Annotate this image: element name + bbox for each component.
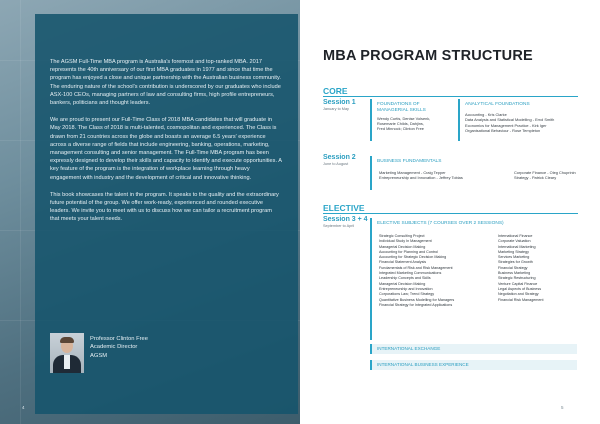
box-line: Organisational Behaviour - Rose Templeton xyxy=(465,128,541,134)
fundamentals-left xyxy=(379,170,463,181)
page-number: 4 xyxy=(22,405,25,410)
list-item: Individual Study In Management xyxy=(379,239,432,244)
fundamentals-box xyxy=(370,156,578,190)
list-item: Accounting for Planning and Control xyxy=(379,249,439,254)
elective-subjects-box xyxy=(370,218,578,340)
author-block xyxy=(50,333,280,383)
box-line: Entrepreneurship and Innovation - Jeffrey Tobias xyxy=(379,175,463,181)
box-line: Marketing Management - Craig Tepper xyxy=(379,170,446,175)
box-line: Strategy - Patrick Cleary xyxy=(514,175,557,181)
list-item: Business Marketing xyxy=(498,271,531,276)
box-title: ELECTIVE SUBJECTS (7 COURSES OVER 2 SESSIONS) xyxy=(377,221,504,226)
session-dates: September to April xyxy=(323,224,355,228)
elective-list-right xyxy=(498,234,544,303)
list-item: Leadership Concepts and Skills xyxy=(379,276,431,281)
session-name: Session 1 xyxy=(323,99,356,106)
list-item: Strategic Consulting Project xyxy=(379,234,425,238)
author-name: Professor Clinton Free xyxy=(90,336,148,342)
session-name: Session 3 + 4 xyxy=(323,216,368,223)
list-item: Integrated Marketing Communications xyxy=(379,271,442,276)
list-item: Negotiation and Strategy xyxy=(498,292,539,297)
session-1-label xyxy=(323,99,356,111)
list-item: Managerial Decision Making xyxy=(379,244,426,249)
list-item: Accounting for Strategic Decision Making xyxy=(379,255,447,260)
box-line: Fred Minnock; Clinton Free xyxy=(377,126,424,132)
list-item: Strategies for Growth xyxy=(498,260,533,265)
list-item: Corporate Valuation xyxy=(498,239,531,244)
section-title-elective: ELECTIVE xyxy=(323,203,365,213)
list-item: Fundamentals of Risk and Risk Management xyxy=(379,265,453,270)
foundations-box xyxy=(370,99,456,141)
analytical-box xyxy=(458,99,578,141)
list-item: Marketing Strategy xyxy=(498,249,529,254)
list-item: Financial Statement Analysis xyxy=(379,260,427,265)
box-line: Rosemarie Childs, Dahjins, xyxy=(377,121,424,126)
section-divider xyxy=(323,213,578,214)
session-3-4-label xyxy=(323,216,368,228)
intro-paragraph: This book showcases the talent in the program. It speaks to the quality and the extraordinary future potential of the group. We offer work-ready, experienced and rounded executive leaders. We invite you to meet with us to discuss how we can tailor a recruitment program that meets your talent needs. xyxy=(50,191,279,223)
box-line: Data Analysis and Statistical Modelling - Errol Smith xyxy=(465,117,555,123)
list-item: Services Marketing xyxy=(498,255,530,260)
list-item: International Finance xyxy=(498,234,533,238)
list-item: Quantitative Business Modelling for Managers xyxy=(379,297,455,302)
author-details xyxy=(90,335,148,360)
page-title: MBA PROGRAM STRUCTURE xyxy=(323,48,533,64)
box-title: FOUNDATIONS OF MANAGERIAL SKILLS xyxy=(377,102,426,113)
list-item: Financial Strategy xyxy=(498,265,528,270)
elective-list-left xyxy=(379,234,454,308)
list-item: Entrepreneurship and Innovation xyxy=(379,286,433,291)
box-line: Economics for Management Practice - Kirk Iger xyxy=(465,122,547,128)
list-item: Strategic Restructuring xyxy=(498,276,536,281)
bg-line xyxy=(20,0,21,424)
session-name: Session 2 xyxy=(323,154,356,161)
session-dates: January to May xyxy=(323,107,349,111)
list-item: Managerial Decision Making xyxy=(379,281,426,286)
author-org: AGSM xyxy=(90,352,108,359)
session-dates: June to August xyxy=(323,162,349,166)
list-item: Corporations Law; Trend Strategy xyxy=(379,292,435,297)
list-item: Financial Strategy for Integrated Applications xyxy=(379,302,453,307)
list-item: Venture Capital Finance xyxy=(498,281,538,286)
intro-paragraph: The AGSM Full-Time MBA program is Australia's foremost and top-ranked MBA. 2017 represents the 40th anniversary of our first MBA graduates in 1977 and since that time the program has enjoyed a close and unique partnership with the Australian business community. The enduring nature of the school's contribution is underscored by our graduates who include ASX-100 CEOs, managing partners of law and consulting firms, high profile entrepreneurs, bankers, politicians and thought leaders. xyxy=(50,59,281,107)
author-photo xyxy=(50,333,84,373)
page-number: 5 xyxy=(561,405,564,410)
right-page xyxy=(300,0,600,424)
international-exchange-bar: INTERNATIONAL EXCHANGE xyxy=(370,344,577,354)
intro-text xyxy=(50,58,282,233)
box-title: ANALYTICAL FOUNDATIONS xyxy=(465,102,530,107)
box-title: BUSINESS FUNDAMENTALS xyxy=(377,159,442,164)
list-item: International Marketing xyxy=(498,244,536,249)
author-role: Academic Director xyxy=(90,344,138,351)
list-item: Financial Risk Management xyxy=(498,297,544,302)
international-experience-bar: INTERNATIONAL BUSINESS EXPERIENCE xyxy=(370,360,577,370)
section-divider xyxy=(323,96,578,97)
list-item: Legal Aspects of Business xyxy=(498,286,542,291)
intro-paragraph: We are proud to present our Full-Time Class of 2018 MBA candidates that will graduate in May 2018. The Class of 2018 is multi-talented, cosmopolitan and experienced. The Class is drawn from 21 countries across the globe and boasts an average 6.5 years' experience across a diverse range of fields that include engineering, banking, operations, marketing, management consulting and senior management. The Full-Time MBA program has been expressly designed to develop their skills and capacity to identify and execute opportunities. A key feature of the program is the integration of workplace learning through heavy engagement with industry and the development of critical and innovative thinking. xyxy=(50,117,282,181)
section-title-core: CORE xyxy=(323,86,348,96)
box-line: Corporate Finance - Oleg Chuprinin xyxy=(514,170,576,175)
fundamentals-right xyxy=(514,170,576,181)
box-line: Accounting - Kris Clarke xyxy=(465,111,507,117)
session-2-label xyxy=(323,154,356,166)
box-line: Wendy Curtis, Denise Volsenk, xyxy=(377,115,431,121)
